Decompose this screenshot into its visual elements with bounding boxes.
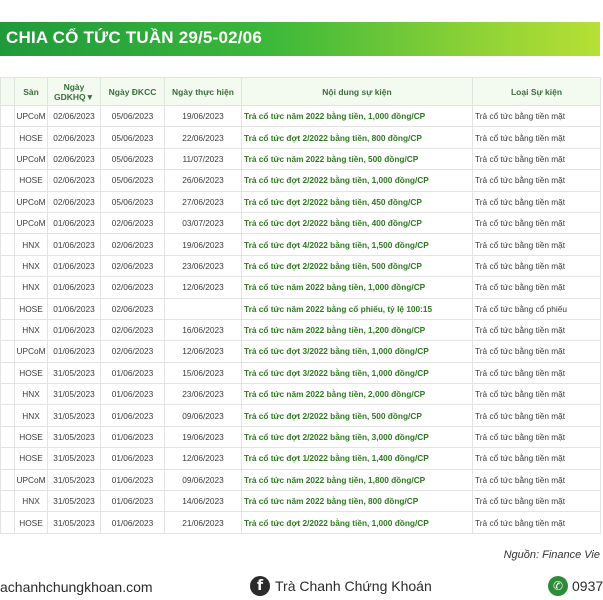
stock-code-cell xyxy=(1,170,15,191)
table-row[interactable] xyxy=(1,191,601,212)
stock-code-cell xyxy=(1,106,15,127)
column-header-event-type[interactable]: Loại Sự kiện xyxy=(473,78,601,106)
event-type-cell: Trả cổ tức bằng tiền mặt xyxy=(473,191,601,212)
stock-code-cell xyxy=(1,234,15,255)
event-content-cell: Trả cổ tức đợt 4/2022 bằng tiền, 1,500 đồng/CP xyxy=(242,234,473,255)
payment-date-cell: 16/06/2023 xyxy=(165,319,242,340)
table-row[interactable] xyxy=(1,448,601,469)
event-type-cell: Trả cổ tức bằng tiền mặt xyxy=(473,170,601,191)
payment-date-cell: 09/06/2023 xyxy=(165,405,242,426)
record-date-cell: 01/06/2023 xyxy=(101,362,165,383)
exchange-cell: UPCoM xyxy=(15,106,48,127)
record-date-cell: 01/06/2023 xyxy=(101,469,165,490)
exchange-cell: UPCoM xyxy=(15,341,48,362)
source-note: Nguồn: Finance Vie xyxy=(503,549,600,561)
phone-icon: ✆ xyxy=(548,576,568,596)
facebook-label: Trà Chanh Chứng Khoán xyxy=(275,578,432,594)
exchange-cell: HNX xyxy=(15,319,48,340)
payment-date-cell: 19/06/2023 xyxy=(165,234,242,255)
exchange-cell: HOSE xyxy=(15,512,48,533)
ex-date-cell: 31/05/2023 xyxy=(48,469,101,490)
table-row[interactable] xyxy=(1,170,601,191)
stock-code-cell xyxy=(1,448,15,469)
column-header-record-date[interactable]: Ngày ĐKCC xyxy=(101,78,165,106)
payment-date-cell: 15/06/2023 xyxy=(165,362,242,383)
event-content-cell: Trả cổ tức đợt 1/2022 bằng tiền, 1,400 đồng/CP xyxy=(242,448,473,469)
page-title: CHIA CỔ TỨC TUẦN 29/5-02/06 xyxy=(6,28,262,47)
payment-date-cell: 03/07/2023 xyxy=(165,212,242,233)
event-content-cell: Trả cổ tức đợt 2/2022 bằng tiền, 3,000 đồng/CP xyxy=(242,426,473,447)
table-row[interactable] xyxy=(1,426,601,447)
ex-date-cell: 31/05/2023 xyxy=(48,491,101,512)
event-type-cell: Trả cổ tức bằng tiền mặt xyxy=(473,106,601,127)
event-type-cell: Trả cổ tức bằng tiền mặt xyxy=(473,426,601,447)
stock-code-cell xyxy=(1,469,15,490)
record-date-cell: 01/06/2023 xyxy=(101,491,165,512)
event-content-cell: Trả cổ tức đợt 2/2022 bằng tiền, 400 đồng/CP xyxy=(242,212,473,233)
payment-date-cell: 09/06/2023 xyxy=(165,469,242,490)
event-content-cell: Trả cổ tức đợt 3/2022 bằng tiền, 1,000 đồng/CP xyxy=(242,341,473,362)
record-date-cell: 05/06/2023 xyxy=(101,191,165,212)
table-row[interactable] xyxy=(1,277,601,298)
event-type-cell: Trả cổ tức bằng tiền mặt xyxy=(473,469,601,490)
record-date-cell: 02/06/2023 xyxy=(101,341,165,362)
ex-date-cell: 02/06/2023 xyxy=(48,106,101,127)
exchange-cell: HOSE xyxy=(15,170,48,191)
event-type-cell: Trả cổ tức bằng tiền mặt xyxy=(473,127,601,148)
ex-date-cell: 31/05/2023 xyxy=(48,512,101,533)
ex-date-cell: 31/05/2023 xyxy=(48,426,101,447)
event-type-cell: Trả cổ tức bằng tiền mặt xyxy=(473,148,601,169)
exchange-cell: HNX xyxy=(15,384,48,405)
stock-code-cell xyxy=(1,426,15,447)
ex-date-cell: 01/06/2023 xyxy=(48,277,101,298)
ex-date-cell: 31/05/2023 xyxy=(48,384,101,405)
table-row[interactable] xyxy=(1,212,601,233)
record-date-cell: 02/06/2023 xyxy=(101,298,165,319)
stock-code-cell xyxy=(1,405,15,426)
stock-code-cell xyxy=(1,191,15,212)
event-type-cell: Trả cổ tức bằng tiền mặt xyxy=(473,255,601,276)
record-date-cell: 02/06/2023 xyxy=(101,319,165,340)
event-type-cell: Trả cổ tức bằng tiền mặt xyxy=(473,319,601,340)
record-date-cell: 02/06/2023 xyxy=(101,277,165,298)
table-row[interactable] xyxy=(1,512,601,533)
exchange-cell: HNX xyxy=(15,491,48,512)
table-row[interactable] xyxy=(1,491,601,512)
ex-date-cell: 02/06/2023 xyxy=(48,191,101,212)
event-type-cell: Trả cổ tức bằng tiền mặt xyxy=(473,384,601,405)
event-content-cell: Trả cổ tức năm 2022 bằng tiền, 1,000 đồng/CP xyxy=(242,106,473,127)
payment-date-cell: 27/06/2023 xyxy=(165,191,242,212)
stock-code-cell xyxy=(1,127,15,148)
event-content-cell: Trả cổ tức năm 2022 bằng tiền, 800 đồng/CP xyxy=(242,491,473,512)
stock-code-cell xyxy=(1,512,15,533)
stock-code-cell xyxy=(1,384,15,405)
payment-date-cell: 23/06/2023 xyxy=(165,255,242,276)
record-date-cell: 01/06/2023 xyxy=(101,405,165,426)
table-row[interactable] xyxy=(1,127,601,148)
facebook-icon: f xyxy=(250,576,270,596)
ex-date-cell: 02/06/2023 xyxy=(48,127,101,148)
footer-website[interactable]: achanhchungkhoan.com xyxy=(0,579,153,595)
event-type-cell: Trả cổ tức bằng tiền mặt xyxy=(473,212,601,233)
table-row[interactable] xyxy=(1,319,601,340)
column-header-stock xyxy=(1,78,15,106)
stock-code-cell xyxy=(1,148,15,169)
record-date-cell: 05/06/2023 xyxy=(101,127,165,148)
stock-code-cell xyxy=(1,319,15,340)
record-date-cell: 01/06/2023 xyxy=(101,448,165,469)
record-date-cell: 02/06/2023 xyxy=(101,234,165,255)
event-type-cell: Trả cổ tức bằng cổ phiếu xyxy=(473,298,601,319)
phone-number: 0937 xyxy=(572,578,603,594)
footer-facebook[interactable] xyxy=(250,576,432,596)
table-row[interactable] xyxy=(1,106,601,127)
record-date-cell: 05/06/2023 xyxy=(101,148,165,169)
payment-date-cell: 14/06/2023 xyxy=(165,491,242,512)
record-date-cell: 01/06/2023 xyxy=(101,512,165,533)
event-content-cell: Trả cổ tức đợt 2/2022 bằng tiền, 500 đồng/CP xyxy=(242,255,473,276)
column-header-exchange[interactable]: Sàn xyxy=(15,78,48,106)
ex-date-cell: 01/06/2023 xyxy=(48,341,101,362)
event-type-cell: Trả cổ tức bằng tiền mặt xyxy=(473,341,601,362)
record-date-cell: 01/06/2023 xyxy=(101,384,165,405)
table-row[interactable] xyxy=(1,298,601,319)
record-date-cell: 05/06/2023 xyxy=(101,106,165,127)
event-type-cell: Trả cổ tức bằng tiền mặt xyxy=(473,234,601,255)
exchange-cell: HNX xyxy=(15,277,48,298)
event-content-cell: Trả cổ tức đợt 3/2022 bằng tiền, 1,000 đồng/CP xyxy=(242,362,473,383)
column-header-ex-date[interactable]: Ngày GDKHQ▼ xyxy=(48,78,101,106)
footer-phone[interactable] xyxy=(548,576,603,596)
record-date-cell: 02/06/2023 xyxy=(101,255,165,276)
record-date-cell: 01/06/2023 xyxy=(101,426,165,447)
payment-date-cell: 12/06/2023 xyxy=(165,448,242,469)
ex-date-cell: 01/06/2023 xyxy=(48,234,101,255)
dividend-events-table xyxy=(0,77,601,534)
stock-code-cell xyxy=(1,341,15,362)
exchange-cell: UPCoM xyxy=(15,212,48,233)
table-row[interactable] xyxy=(1,469,601,490)
ex-date-cell: 01/06/2023 xyxy=(48,255,101,276)
payment-date-cell: 26/06/2023 xyxy=(165,170,242,191)
ex-date-cell: 02/06/2023 xyxy=(48,148,101,169)
payment-date-cell: 12/06/2023 xyxy=(165,277,242,298)
table-row[interactable] xyxy=(1,255,601,276)
table-row[interactable] xyxy=(1,341,601,362)
event-type-cell: Trả cổ tức bằng tiền mặt xyxy=(473,448,601,469)
stock-code-cell xyxy=(1,491,15,512)
event-type-cell: Trả cổ tức bằng tiền mặt xyxy=(473,405,601,426)
exchange-cell: UPCoM xyxy=(15,148,48,169)
stock-code-cell xyxy=(1,298,15,319)
event-content-cell: Trả cổ tức năm 2022 bằng tiền, 1,200 đồng/CP xyxy=(242,319,473,340)
table-row[interactable] xyxy=(1,148,601,169)
event-content-cell: Trả cổ tức năm 2022 bằng tiền, 2,000 đồng/CP xyxy=(242,384,473,405)
ex-date-cell: 01/06/2023 xyxy=(48,212,101,233)
ex-date-cell: 02/06/2023 xyxy=(48,170,101,191)
payment-date-cell: 23/06/2023 xyxy=(165,384,242,405)
payment-date-cell xyxy=(165,298,242,319)
event-content-cell: Trả cổ tức đợt 2/2022 bằng tiền, 450 đồng/CP xyxy=(242,191,473,212)
table-row[interactable] xyxy=(1,405,601,426)
payment-date-cell: 12/06/2023 xyxy=(165,341,242,362)
event-content-cell: Trả cổ tức đợt 2/2022 bằng tiền, 500 đồng/CP xyxy=(242,405,473,426)
column-header-payment-date[interactable]: Ngày thực hiện xyxy=(165,78,242,106)
event-type-cell: Trả cổ tức bằng tiền mặt xyxy=(473,491,601,512)
exchange-cell: HOSE xyxy=(15,127,48,148)
stock-code-cell xyxy=(1,212,15,233)
event-type-cell: Trả cổ tức bằng tiền mặt xyxy=(473,512,601,533)
event-type-cell: Trả cổ tức bằng tiền mặt xyxy=(473,362,601,383)
title-banner xyxy=(0,22,600,56)
stock-code-cell xyxy=(1,255,15,276)
event-content-cell: Trả cổ tức năm 2022 bằng tiền, 1,000 đồng/CP xyxy=(242,277,473,298)
exchange-cell: HOSE xyxy=(15,362,48,383)
exchange-cell: HOSE xyxy=(15,426,48,447)
exchange-cell: HNX xyxy=(15,234,48,255)
ex-date-cell: 01/06/2023 xyxy=(48,319,101,340)
table-row[interactable] xyxy=(1,362,601,383)
exchange-cell: UPCoM xyxy=(15,469,48,490)
payment-date-cell: 19/06/2023 xyxy=(165,426,242,447)
payment-date-cell: 11/07/2023 xyxy=(165,148,242,169)
ex-date-cell: 01/06/2023 xyxy=(48,298,101,319)
event-content-cell: Trả cổ tức năm 2022 bằng cổ phiếu, tỷ lệ 100:15 xyxy=(242,298,473,319)
stock-code-cell xyxy=(1,277,15,298)
exchange-cell: UPCoM xyxy=(15,191,48,212)
ex-date-cell: 31/05/2023 xyxy=(48,448,101,469)
column-header-event-content[interactable]: Nội dung sự kiện xyxy=(242,78,473,106)
ex-date-cell: 31/05/2023 xyxy=(48,405,101,426)
payment-date-cell: 21/06/2023 xyxy=(165,512,242,533)
event-content-cell: Trả cổ tức đợt 2/2022 bằng tiền, 1,000 đồng/CP xyxy=(242,512,473,533)
table-row[interactable] xyxy=(1,234,601,255)
table-header-row xyxy=(1,78,601,106)
table-row[interactable] xyxy=(1,384,601,405)
record-date-cell: 02/06/2023 xyxy=(101,212,165,233)
event-content-cell: Trả cổ tức đợt 2/2022 bằng tiền, 1,000 đồng/CP xyxy=(242,170,473,191)
ex-date-cell: 31/05/2023 xyxy=(48,362,101,383)
exchange-cell: HOSE xyxy=(15,298,48,319)
payment-date-cell: 19/06/2023 xyxy=(165,106,242,127)
exchange-cell: HNX xyxy=(15,255,48,276)
payment-date-cell: 22/06/2023 xyxy=(165,127,242,148)
event-content-cell: Trả cổ tức năm 2022 bằng tiền, 1,800 đồng/CP xyxy=(242,469,473,490)
event-content-cell: Trả cổ tức đợt 2/2022 bằng tiền, 800 đồng/CP xyxy=(242,127,473,148)
exchange-cell: HNX xyxy=(15,405,48,426)
event-type-cell: Trả cổ tức bằng tiền mặt xyxy=(473,277,601,298)
exchange-cell: HOSE xyxy=(15,448,48,469)
record-date-cell: 05/06/2023 xyxy=(101,170,165,191)
stock-code-cell xyxy=(1,362,15,383)
event-content-cell: Trả cổ tức năm 2022 bằng tiền, 500 đồng/CP xyxy=(242,148,473,169)
